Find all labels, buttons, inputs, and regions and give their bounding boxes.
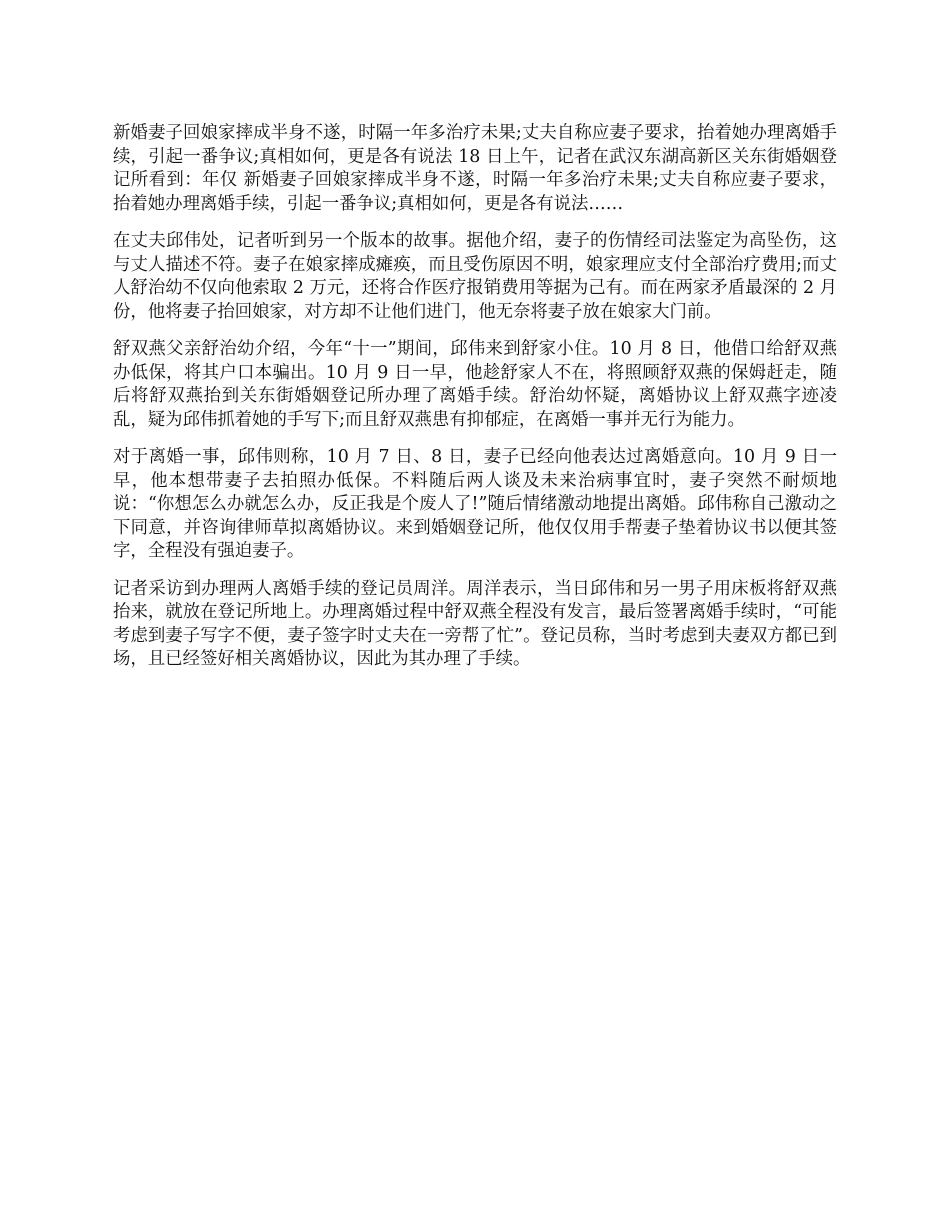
- paragraph-father-account: 舒双燕父亲舒治幼介绍，今年“十一”期间，邱伟来到舒家小住。10 月 8 日，他借口给舒双燕办低保，将其户口本骗出。10 月 9 日一早，他趁舒家人不在，将照顾舒双燕的保姆赶走，随后将舒双燕抬到关东街婚姻登记所办理了离婚手续。舒治幼怀疑，离婚协议上舒双燕字迹凌乱，疑为邱伟抓着她的手写下;而且舒双燕患有抑郁症，在离婚一事并无行为能力。: [113, 339, 837, 430]
- paragraph-registrar-account: 记者采访到办理两人离婚手续的登记员周洋。周洋表示，当日邱伟和另一男子用床板将舒双燕抬来，就放在登记所地上。办理离婚过程中舒双燕全程没有发言，最后签署离婚手续时，“可能考虑到妻子写字不便，妻子签字时丈夫在一旁帮了忙”。登记员称，当时考虑到夫妻双方都已到场，且已经签好相关离婚协议，因此为其办理了手续。: [113, 578, 837, 669]
- document-body: [113, 122, 837, 686]
- paragraph-intro: 新婚妻子回娘家摔成半身不遂，时隔一年多治疗未果;丈夫自称应妻子要求，抬着她办理离婚手续，引起一番争议;真相如何，更是各有说法 18 日上午，记者在武汉东湖高新区关东街婚姻登记所看到：年仅 新婚妻子回娘家摔成半身不遂，时隔一年多治疗未果;丈夫自称应妻子要求，抬着她办理离婚手续，引起一番争议;真相如何，更是各有说法……: [113, 123, 837, 214]
- paragraph-husband-account: 在丈夫邱伟处，记者听到另一个版本的故事。据他介绍，妻子的伤情经司法鉴定为高坠伤，这与丈人描述不符。妻子在娘家摔成瘫痪，而且受伤原因不明，娘家理应支付全部治疗费用;而丈人舒治幼不仅向他索取 2 万元，还将合作医疗报销费用等据为己有。而在两家矛盾最深的 2 月份，他将妻子抬回娘家，对方却不让他们进门，他无奈将妻子放在娘家大门前。: [113, 231, 837, 322]
- paragraph-divorce-account: 对于离婚一事，邱伟则称，10 月 7 日、8 日，妻子已经向他表达过离婚意向。10 月 9 日一早，他本想带妻子去拍照办低保。不料随后两人谈及未来治病事宜时，妻子突然不耐烦地说：“你想怎么办就怎么办，反正我是个废人了!”随后情绪激动地提出离婚。邱伟称自己激动之下同意，并咨询律师草拟离婚协议。来到婚姻登记所，他仅仅用手帮妻子垫着协议书以便其签字，全程没有强迫妻子。: [113, 447, 837, 561]
